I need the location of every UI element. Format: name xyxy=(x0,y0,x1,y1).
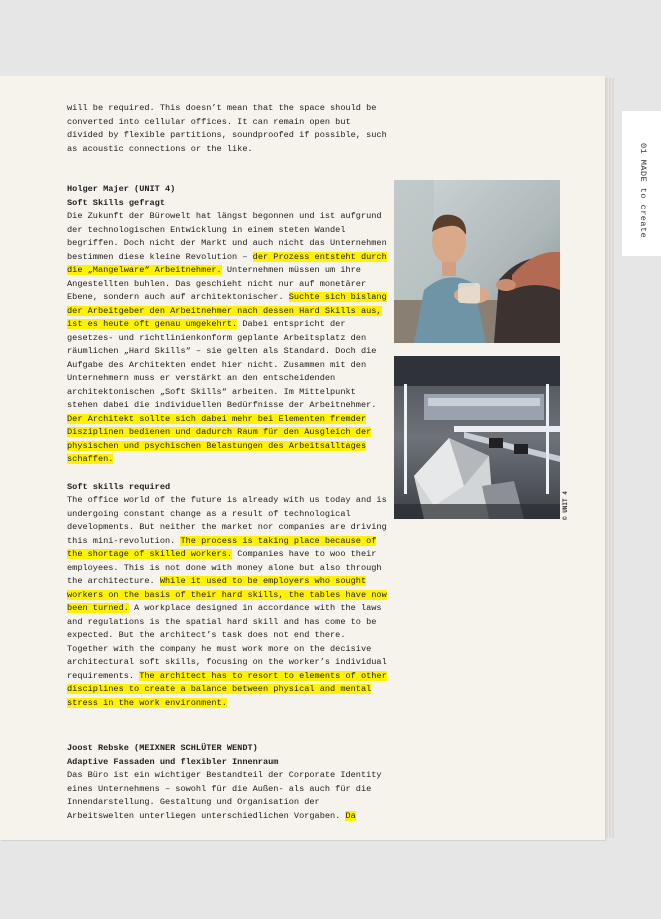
intro-text: will be required. This doesn’t mean that the space should be converted into cellular offices. It can remain open but divided by flexible partitions, soundproofed if possible, such as acoustic connections or the like. xyxy=(67,103,387,154)
text-run: Dabei entspricht der gesetzes- und richtlinienkonform geplante Arbeitsplatz den räumlichen „Hard Skills“ – sie gelten als Standard. Doch die Aufgabe des Architekten endet hier nicht. Zusammen mit den Unternehmern muss er verstärkt an den entscheidenden architektonischen „Soft Skills“ arbeiten. Im Mittelpunkt stehen dabei die individuellen Bedürfnisse der Arbeitnehmer. xyxy=(67,319,377,410)
section-title: Soft Skills gefragt xyxy=(67,197,165,208)
section-fassaden xyxy=(67,742,387,823)
highlighted-text: The architect has to resort to elements of other disciplines to create a balance between physical and mental stress in the work environment. xyxy=(67,670,387,708)
section-author: Holger Majer (UNIT 4) xyxy=(67,184,176,194)
german-paragraph xyxy=(67,210,387,467)
page-edge xyxy=(612,78,614,838)
photo-conversation xyxy=(394,180,560,343)
highlighted-text: Suchte sich bislang der Arbeitgeber den Arbeitnehmer nach dessen Hard Skills aus, ist es heute oft genau umgekehrt. xyxy=(67,292,387,329)
text-run: Companies have to woo their employees. This is not done with money alone but also through the architecture. xyxy=(67,549,382,586)
page-edge xyxy=(606,78,608,838)
german-paragraph xyxy=(67,769,387,823)
text-run: Unternehmen müssen um ihre Angestellten buhlen. Das geschieht nicht nur auf monetärer Ebene, sondern auch auf architektonischer. xyxy=(67,265,367,302)
text-run: A workplace designed in accordance with the laws and regulations is the spatial hard skill and has come to be expected. But the architect’s task does not end there. Together with the company he must work more on the decisive architectural soft skills, focusing on the worker’s individual requirements. xyxy=(67,603,387,681)
english-paragraph xyxy=(67,494,387,710)
photo-office-interior xyxy=(394,356,560,519)
section-title: Adaptive Fassaden und flexibler Innenraum xyxy=(67,756,279,767)
photo-credit: © UNIT 4 xyxy=(562,491,569,520)
page-edge xyxy=(609,78,611,838)
section-author: Joost Rebske (MEIXNER SCHLÜTER WENDT) xyxy=(67,743,258,753)
side-tab-label: 01 MADE to create xyxy=(638,143,648,239)
english-subtitle: Soft skills required xyxy=(67,481,171,492)
side-tab xyxy=(622,111,661,256)
highlighted-text: der Prozess entsteht durch die „Mangelware“ Arbeitnehmer. xyxy=(67,251,387,275)
text-run: Das Büro ist ein wichtiger Bestandteil der Corporate Identity eines Unternehmens – sowohl für die Außen- als auch für die Innendarstellung. Gestaltung und Organisation der Arbeitswelten unterliegen unterschiedlichen Vorgaben. xyxy=(67,770,382,821)
highlighted-text: The process is taking place because of the shortage of skilled workers. xyxy=(67,535,377,559)
text-run: Die Zukunft der Bürowelt hat längst begonnen und ist aufgrund der technologischen Entwicklung in einem steten Wandel begriffen. Doch nicht der Markt und auch nicht das Unternehmen bestimmen diese kleine Revolution – xyxy=(67,211,387,262)
intro-paragraph xyxy=(67,102,387,156)
text-run: The office world of the future is already with us today and is undergoing constant change as a result of technological developments. But neither the market nor companies are driving this mini-revolution. xyxy=(67,495,387,546)
section-soft-skills xyxy=(67,183,387,710)
highlighted-text: Da xyxy=(345,810,356,821)
highlighted-text: Der Architekt sollte sich dabei mehr bei Elementen fremder Disziplinen bedienen und dadurch Raum für den Ausgleich der physischen und psychischen Belastungen des Arbeitsalltages schaffen. xyxy=(67,413,372,464)
highlighted-text: While it used to be employers who sought workers on the basis of their hard skills, the tables have now been turned. xyxy=(67,576,387,613)
